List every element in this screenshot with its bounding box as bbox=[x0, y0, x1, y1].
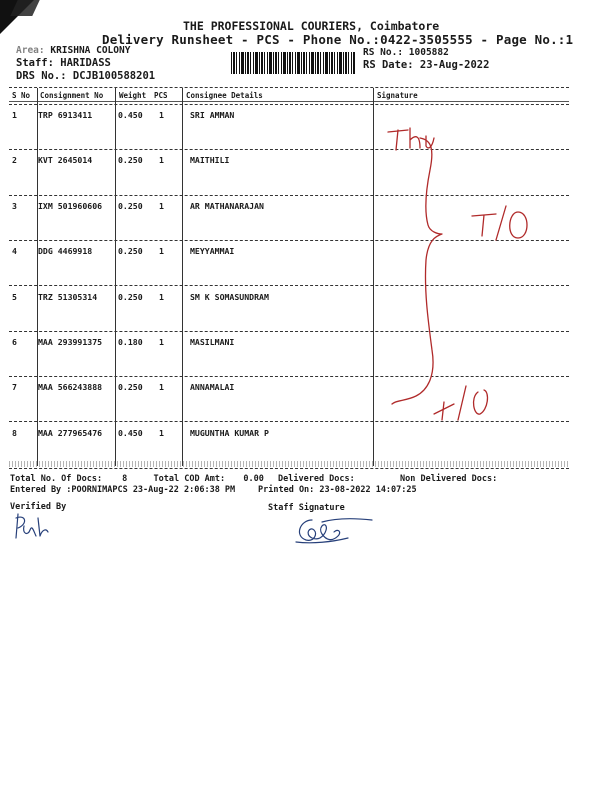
table-cell-weight: 0.180 bbox=[118, 337, 143, 347]
column-divider bbox=[373, 88, 374, 466]
table-cell-pcs: 1 bbox=[159, 201, 164, 211]
table-cell-pcs: 1 bbox=[159, 382, 164, 392]
cod-label: Total COD Amt: bbox=[153, 474, 226, 484]
table-cell-sno: 4 bbox=[12, 246, 17, 256]
table-cell-sno: 6 bbox=[12, 337, 17, 347]
table-bottom-band bbox=[9, 461, 569, 467]
table-cell-consignment: DDG 4469918 bbox=[38, 246, 93, 256]
table-cell-pcs: 1 bbox=[159, 337, 164, 347]
totals-line bbox=[10, 474, 264, 484]
table-cell-consignment: MAA 277965476 bbox=[38, 428, 103, 438]
entered-by: Entered By :POORNIMAPCS 23-Aug-22 2:06:38 PM bbox=[10, 485, 236, 495]
table-cell-consignment: KVT 2645014 bbox=[38, 155, 93, 165]
table-cell-consignment: TRP 6913411 bbox=[38, 110, 93, 120]
table-bottom-rule bbox=[9, 468, 569, 469]
printed-on: Printed On: 23-08-2022 14:07:25 bbox=[258, 485, 417, 495]
drs-value: DCJB100588201 bbox=[72, 70, 156, 82]
rs-date-value: 23-Aug-2022 bbox=[419, 59, 490, 71]
table-cell-consignee: ANNAMALAI bbox=[190, 382, 235, 392]
staff-label: Staff: bbox=[16, 57, 54, 69]
area-value: KRISHNA COLONY bbox=[50, 45, 131, 56]
table-header-rule-2 bbox=[9, 104, 569, 105]
area-label: Area: bbox=[16, 45, 45, 56]
table-cell-pcs: 1 bbox=[159, 428, 164, 438]
table-cell-sno: 7 bbox=[12, 382, 17, 392]
table-cell-weight: 0.450 bbox=[118, 110, 143, 120]
staff-value: HARIDASS bbox=[60, 57, 111, 69]
runsheet-subtitle: Delivery Runsheet - PCS - Phone No.:0422-3505555 - Page No.:1 bbox=[102, 32, 574, 47]
rs-no-label: RS No.: bbox=[363, 47, 404, 58]
table-cell-weight: 0.250 bbox=[118, 201, 143, 211]
table-cell-consignee: SM K SOMASUNDRAM bbox=[190, 292, 269, 302]
table-cell-weight: 0.250 bbox=[118, 382, 143, 392]
column-header-signature: Signature bbox=[377, 91, 418, 100]
column-divider bbox=[115, 88, 116, 466]
table-cell-pcs: 1 bbox=[159, 155, 164, 165]
delivered-docs-label: Delivered Docs: bbox=[278, 474, 355, 484]
rs-no-line bbox=[363, 47, 449, 58]
area-line bbox=[16, 45, 130, 56]
table-cell-consignment: MAA 566243888 bbox=[38, 382, 103, 392]
table-cell-consignment: MAA 293991375 bbox=[38, 337, 103, 347]
table-cell-consignee: MEYYAMMAI bbox=[190, 246, 235, 256]
table-cell-sno: 1 bbox=[12, 110, 17, 120]
total-docs-value: 8 bbox=[122, 474, 128, 484]
drs-label: DRS No.: bbox=[16, 70, 67, 82]
table-cell-pcs: 1 bbox=[159, 246, 164, 256]
table-cell-consignment: IXM 501960606 bbox=[38, 201, 103, 211]
table-header-rule bbox=[9, 101, 569, 102]
table-cell-sno: 2 bbox=[12, 155, 17, 165]
verified-by-label: Verified By bbox=[10, 502, 67, 512]
cod-value: 0.00 bbox=[243, 474, 264, 484]
column-divider bbox=[37, 88, 38, 466]
column-header-weight: Weight bbox=[119, 91, 147, 100]
table-cell-weight: 0.250 bbox=[118, 246, 143, 256]
table-cell-consignee: MUGUNTHA KUMAR P bbox=[190, 428, 269, 438]
staff-signature-label: Staff Signature bbox=[268, 503, 345, 513]
staff-signature bbox=[292, 512, 377, 548]
table-cell-consignee: SRI AMMAN bbox=[190, 110, 235, 120]
non-delivered-docs-label: Non Delivered Docs: bbox=[400, 474, 498, 484]
staff-line bbox=[16, 57, 111, 69]
table-cell-consignee: MASILMANI bbox=[190, 337, 235, 347]
table-cell-pcs: 1 bbox=[159, 110, 164, 120]
table-cell-pcs: 1 bbox=[159, 292, 164, 302]
column-divider bbox=[182, 88, 183, 466]
table-cell-sno: 8 bbox=[12, 428, 17, 438]
drs-line bbox=[16, 70, 155, 82]
verified-signature bbox=[12, 510, 52, 542]
rs-date-line bbox=[363, 59, 489, 71]
total-docs-label: Total No. Of Docs: bbox=[10, 474, 103, 484]
table-cell-sno: 3 bbox=[12, 201, 17, 211]
table-top-rule bbox=[9, 87, 569, 88]
table-cell-consignment: TRZ 51305314 bbox=[38, 292, 98, 302]
rs-no-value: 1005882 bbox=[408, 47, 449, 58]
table-cell-sno: 5 bbox=[12, 292, 17, 302]
table-cell-weight: 0.250 bbox=[118, 292, 143, 302]
table-cell-consignee: MAITHILI bbox=[190, 155, 230, 165]
column-header-consignee: Consignee Details bbox=[186, 91, 263, 100]
column-header-pcs: PCS bbox=[154, 91, 168, 100]
column-header-sno: S No bbox=[12, 91, 31, 100]
table-cell-weight: 0.250 bbox=[118, 155, 143, 165]
barcode bbox=[231, 52, 355, 74]
company-title: THE PROFESSIONAL COURIERS, Coimbatore bbox=[183, 19, 440, 33]
column-header-consignment: Consignment No bbox=[40, 91, 104, 100]
rs-date-label: RS Date: bbox=[363, 59, 414, 71]
table-cell-weight: 0.450 bbox=[118, 428, 143, 438]
handwritten-brace-annotation bbox=[380, 120, 570, 430]
table-cell-consignee: AR MATHANARAJAN bbox=[190, 201, 264, 211]
